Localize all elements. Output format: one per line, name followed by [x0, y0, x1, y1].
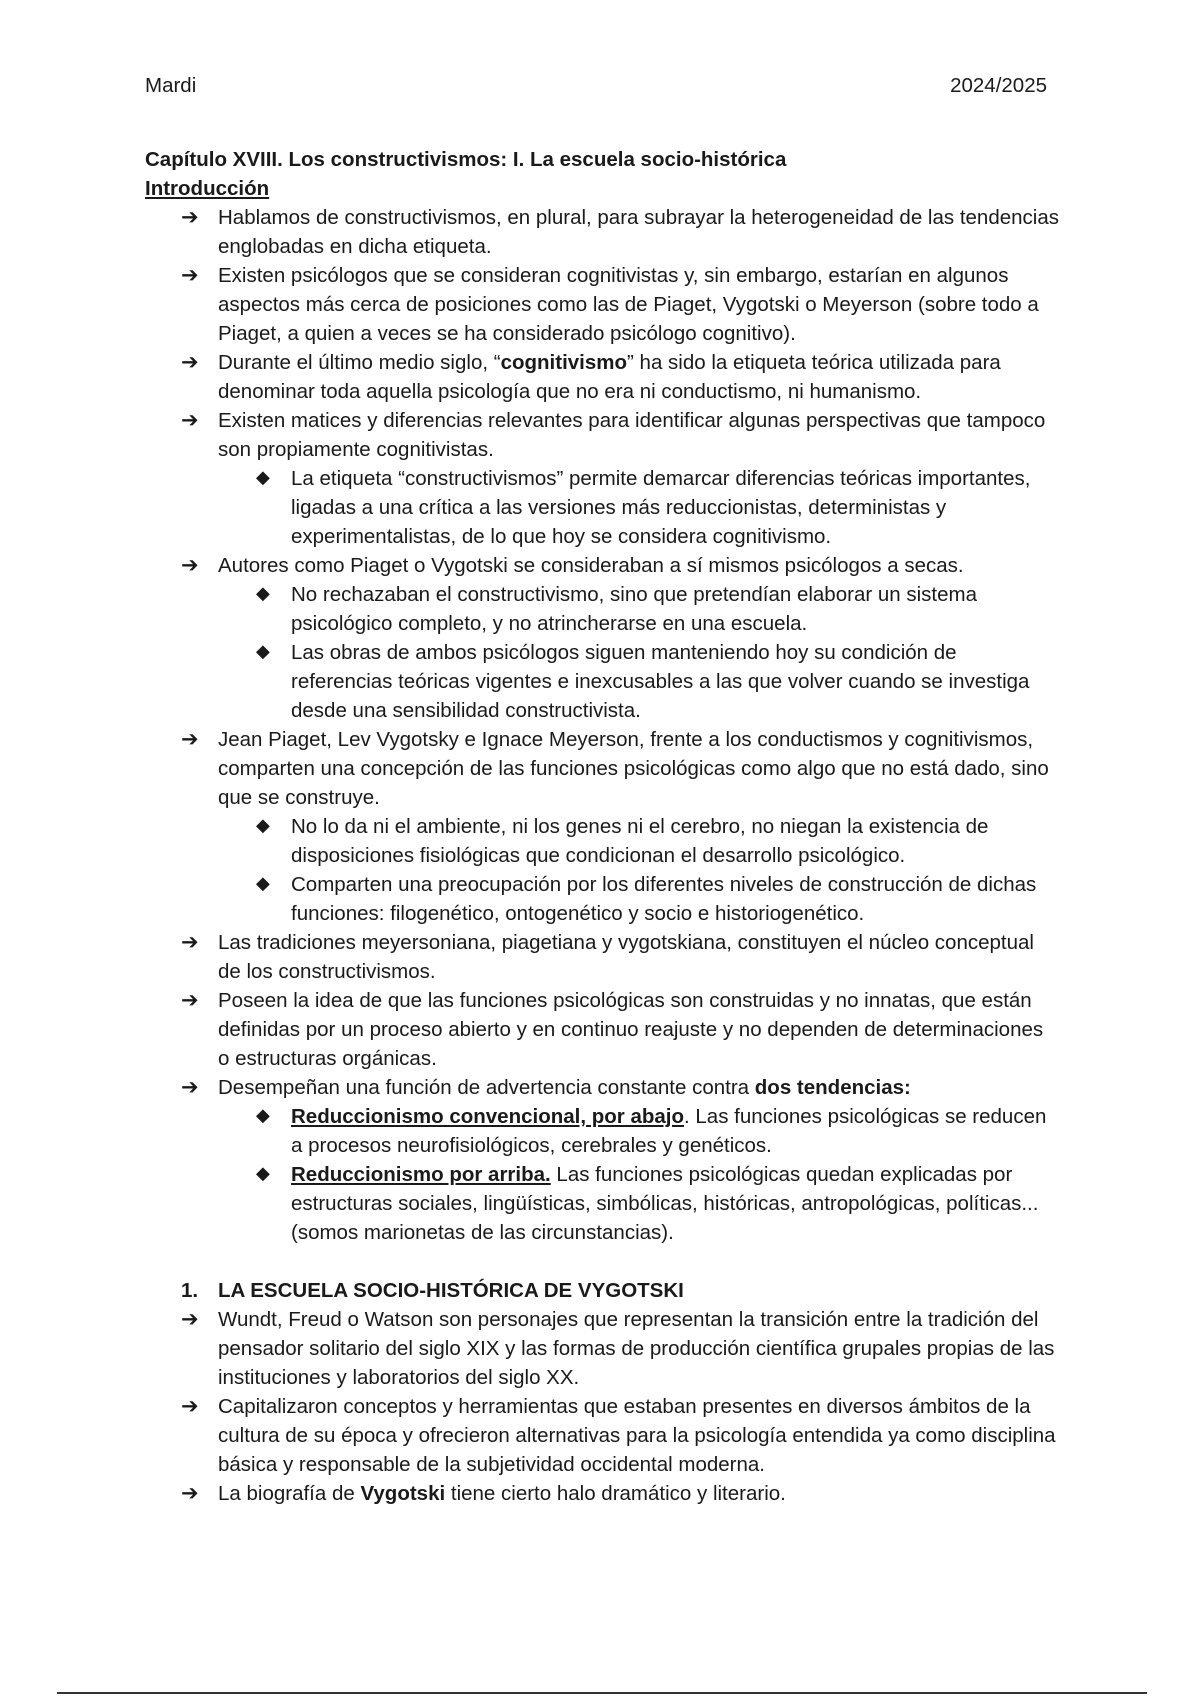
sub-list-item: ◆ Reduccionismo convencional, por abajo. Las funciones psicológicas se reducen a procesos neurofisiológicos, cerebrales y genéticos. [218, 1102, 1060, 1160]
list-item: ➔ La biografía de Vygotski tiene cierto halo dramático y literario. [145, 1479, 1060, 1508]
arrow-bullet-icon: ➔ [181, 989, 199, 1012]
section1-list [145, 1305, 1060, 1508]
diamond-bullet-icon: ◆ [256, 1105, 270, 1125]
sub-list [218, 464, 1060, 551]
arrow-bullet-icon: ➔ [181, 409, 199, 432]
arrow-bullet-icon: ➔ [181, 1395, 199, 1418]
sub-list-item: ◆ La etiqueta “constructivismos” permite demarcar diferencias teóricas importantes, ligadas a una crítica a las versiones más reduccionistas, deterministas y experimentalistas, de lo que hoy se considera cognitivismo. [218, 464, 1060, 551]
footer-rule [57, 1692, 1147, 1694]
intro-list [145, 203, 1060, 1247]
arrow-bullet-icon: ➔ [181, 206, 199, 229]
sub-list [218, 1102, 1060, 1247]
arrow-bullet-icon: ➔ [181, 1076, 199, 1099]
arrow-bullet-icon: ➔ [181, 1482, 199, 1505]
arrow-bullet-icon: ➔ [181, 264, 199, 287]
diamond-bullet-icon: ◆ [256, 467, 270, 487]
sub-list-item: ◆ No rechazaban el constructivismo, sino que pretendían elaborar un sistema psicológico completo, y no atrincherarse en una escuela. [218, 580, 1060, 638]
arrow-bullet-icon: ➔ [181, 931, 199, 954]
list-item: ➔ Poseen la idea de que las funciones psicológicas son construidas y no innatas, que están definidas por un proceso abierto y en continuo reajuste y no dependen de determinaciones o estructuras orgánicas. [145, 986, 1060, 1073]
list-item: ➔ Existen psicólogos que se consideran cognitivistas y, sin embargo, estarían en algunos aspectos más cerca de posiciones como las de Piaget, Vygotski o Meyerson (sobre todo a Piaget, a quien a veces se ha considerado psicólogo cognitivo). [145, 261, 1060, 348]
arrow-bullet-icon: ➔ [181, 554, 199, 577]
diamond-bullet-icon: ◆ [256, 583, 270, 603]
arrow-bullet-icon: ➔ [181, 1308, 199, 1331]
header-year: 2024/2025 [950, 74, 1047, 97]
list-item: ➔ Las tradiciones meyersoniana, piagetiana y vygotskiana, constituyen el núcleo conceptual de los constructivismos. [145, 928, 1060, 986]
document-body [145, 145, 1060, 1508]
list-item: ➔ Existen matices y diferencias relevantes para identificar algunas perspectivas que tampoco son propiamente cognitivistas. ◆ La etiqueta “constructivismos” permite demarcar diferencias teóricas importantes, ligadas a una crítica a las versiones más reduccionistas, deterministas y experimentalistas, de lo que hoy se considera cognitivismo. [145, 406, 1060, 551]
sub-list-item: ◆ Reduccionismo por arriba. Las funciones psicológicas quedan explicadas por estructuras sociales, lingüísticas, simbólicas, históricas, antropológicas, políticas... (somos marionetas de las circunstancias). [218, 1160, 1060, 1247]
sub-list-item: ◆ Comparten una preocupación por los diferentes niveles de construcción de dichas funciones: filogenético, ontogenético y socio e historiogenético. [218, 870, 1060, 928]
chapter-title: Capítulo XVIII. Los constructivismos: I. La escuela socio-histórica [145, 148, 787, 171]
list-item: ➔ Desempeñan una función de advertencia constante contra dos tendencias: ◆ Reduccionismo convencional, por abajo. Las funciones psicológicas se reducen a procesos neurofisiológicos, cerebrales y genéticos. ◆ Reduccionismo por arriba. Las funciones psicológicas quedan explicadas por estructuras sociales, lingüísticas, simbólicas, históricas, antropológicas, políticas... (somos marionetas de las circunstancias). [145, 1073, 1060, 1247]
header-day: Mardi [145, 74, 197, 97]
list-item: ➔ Hablamos de constructivismos, en plural, para subrayar la heterogeneidad de las tendencias englobadas en dicha etiqueta. [145, 203, 1060, 261]
diamond-bullet-icon: ◆ [256, 641, 270, 661]
section-number: 1. [181, 1279, 199, 1302]
diamond-bullet-icon: ◆ [256, 815, 270, 835]
diamond-bullet-icon: ◆ [256, 1163, 270, 1183]
list-item: ➔ Wundt, Freud o Watson son personajes que representan la transición entre la tradición del pensador solitario del siglo XIX y las formas de producción científica grupales propias de las instituciones y laboratorios del siglo XX. [145, 1305, 1060, 1392]
sub-list-item: ◆ No lo da ni el ambiente, ni los genes ni el cerebro, no niegan la existencia de disposiciones fisiológicas que condicionan el desarrollo psicológico. [218, 812, 1060, 870]
diamond-bullet-icon: ◆ [256, 873, 270, 893]
sub-list [218, 580, 1060, 725]
list-item: ➔ Autores como Piaget o Vygotski se consideraban a sí mismos psicólogos a secas. ◆ No rechazaban el constructivismo, sino que pretendían elaborar un sistema psicológico completo, y no atrincherarse en una escuela. ◆ Las obras de ambos psicólogos siguen manteniendo hoy su condición de referencias teóricas vigentes e inexcusables a las que volver cuando se investiga desde una sensibilidad constructivista. [145, 551, 1060, 725]
sub-list-item: ◆ Las obras de ambos psicólogos siguen manteniendo hoy su condición de referencias teóricas vigentes e inexcusables a las que volver cuando se investiga desde una sensibilidad constructivista. [218, 638, 1060, 725]
sub-list [218, 812, 1060, 928]
list-item: ➔ Capitalizaron conceptos y herramientas que estaban presentes en diversos ámbitos de la cultura de su época y ofrecieron alternativas para la psicología entendida ya como disciplina básica y responsable de la subjetividad occidental moderna. [145, 1392, 1060, 1479]
list-item: ➔ Durante el último medio siglo, “cognitivismo” ha sido la etiqueta teórica utilizada para denominar toda aquella psicología que no era ni conductismo, ni humanismo. [145, 348, 1060, 406]
list-item: ➔ Jean Piaget, Lev Vygotsky e Ignace Meyerson, frente a los conductismos y cognitivismos, comparten una concepción de las funciones psicológicas como algo que no está dado, sino que se construye. ◆ No lo da ni el ambiente, ni los genes ni el cerebro, no niegan la existencia de disposiciones fisiológicas que condicionan el desarrollo psicológico. ◆ Comparten una preocupación por los diferentes niveles de construcción de dichas funciones: filogenético, ontogenético y socio e historiogenético. [145, 725, 1060, 928]
intro-heading: Introducción [145, 177, 270, 200]
section-heading: 1. LA ESCUELA SOCIO-HISTÓRICA DE VYGOTSKI [145, 1276, 1060, 1305]
arrow-bullet-icon: ➔ [181, 351, 199, 374]
arrow-bullet-icon: ➔ [181, 728, 199, 751]
